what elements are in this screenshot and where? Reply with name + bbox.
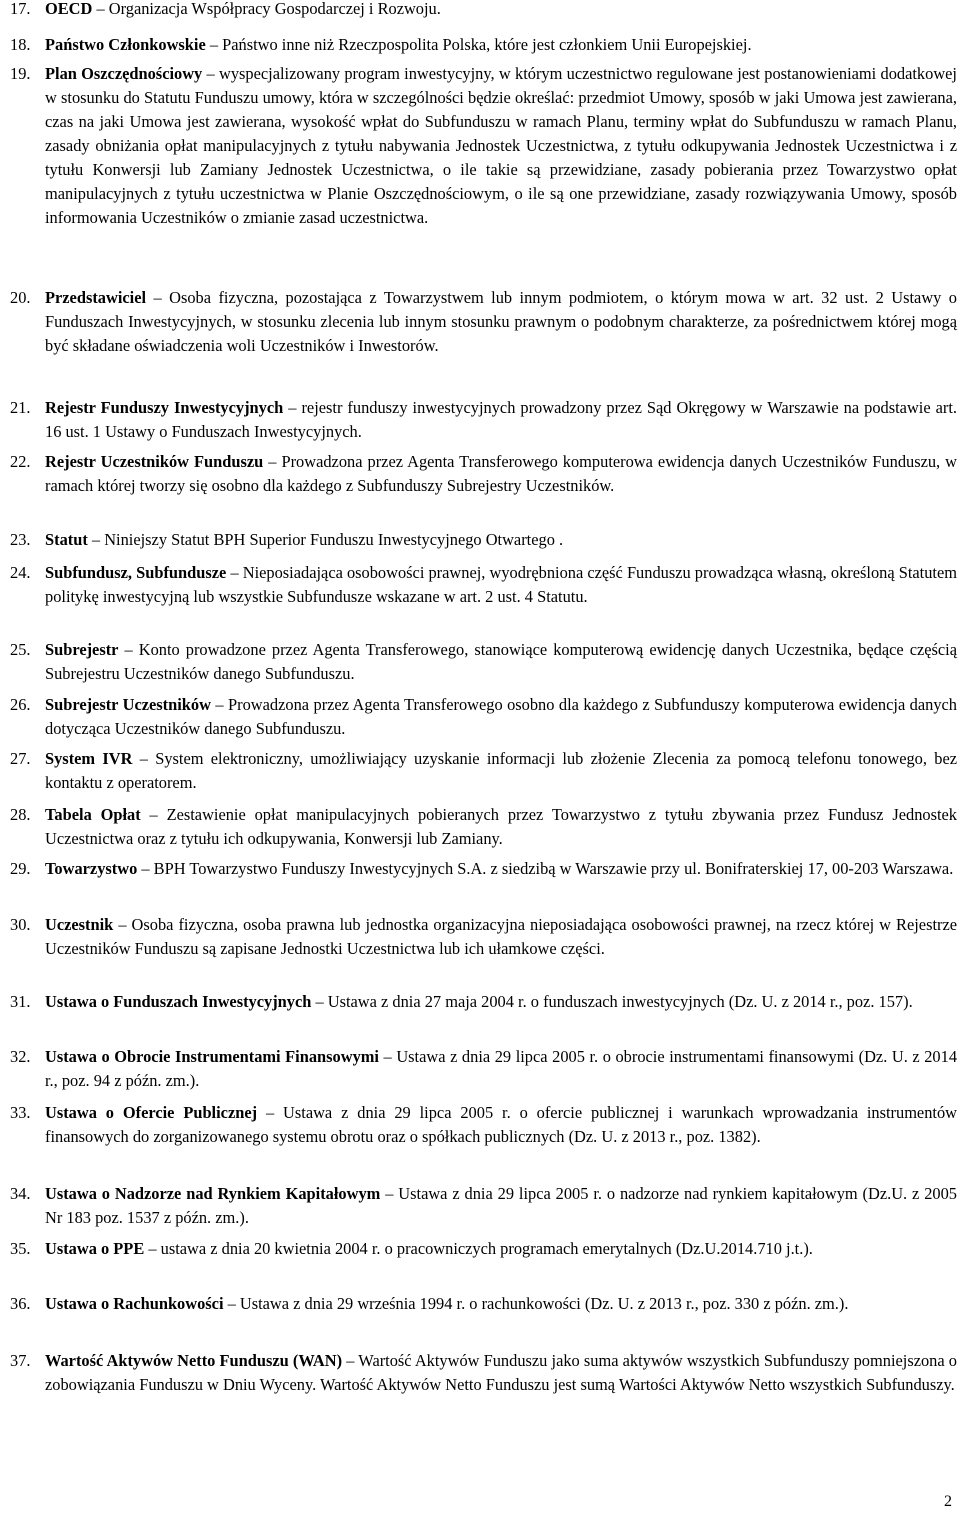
separator-dash: – bbox=[210, 695, 229, 714]
definition-body: Zestawienie opłat manipulacyjnych pobieranych przez Towarzystwo z tytułu zbywania przez Fundusz Jednostek Uczestnictwa oraz z tytułu ich odkupywania, Konwersji lub Zamiany. bbox=[45, 805, 957, 848]
defined-term: Tabela Opłat bbox=[45, 805, 141, 824]
defined-term: Subrejestr Uczestników bbox=[45, 695, 211, 714]
definition-text bbox=[45, 913, 957, 961]
item-number: 36. bbox=[10, 1294, 31, 1313]
definition-body: Ustawa z dnia 29 lipca 2005 r. o nadzorze nad rynkiem kapitałowym (Dz.U. z 2005 Nr 183 poz. 1537 z późn. zm.). bbox=[45, 1184, 957, 1227]
definition-body: Osoba fizyczna, pozostająca z Towarzystwem lub innym podmiotem, o którym mowa w art. 32 ust. 2 Ustawy o Funduszach Inwestycyjnych, w stosunku zlecenia lub innym stosunku prawnym o podobnym charakterze, za pośrednictwem której mogą być składane oświadczenia woli Uczestników i Inwestorów. bbox=[45, 288, 957, 355]
defined-term: Towarzystwo bbox=[45, 859, 138, 878]
definition-text bbox=[45, 528, 957, 552]
separator-dash: – bbox=[87, 530, 105, 549]
defined-term: Plan Oszczędnościowy bbox=[45, 64, 203, 83]
defined-term: Wartość Aktywów Netto Funduszu (WAN) bbox=[45, 1351, 343, 1370]
definition-text bbox=[45, 1292, 957, 1316]
item-number: 28. bbox=[10, 805, 31, 824]
separator-dash: – bbox=[92, 0, 109, 18]
definition-text bbox=[45, 396, 957, 444]
item-number: 23. bbox=[10, 530, 31, 549]
item-number: 26. bbox=[10, 695, 31, 714]
separator-dash: – bbox=[118, 640, 139, 659]
separator-dash: – bbox=[283, 398, 302, 417]
item-number: 18. bbox=[10, 35, 31, 54]
definition-body: Nieposiadająca osobowości prawnej, wyodrębniona część Funduszu prowadząca własną, określoną Statutem politykę inwestycyjną lub wszystkie Subfundusze wskazane w art. 2 ust. 4 Statutu. bbox=[45, 563, 957, 606]
defined-term: Ustawa o Obrocie Instrumentami Finansowymi bbox=[45, 1047, 379, 1066]
defined-term: Ustawa o Ofercie Publicznej bbox=[45, 1103, 258, 1122]
separator-dash: – bbox=[113, 915, 132, 934]
definition-text bbox=[45, 803, 957, 851]
definition-body: rejestr funduszy inwestycyjnych prowadzony przez Sąd Okręgowy w Warszawie na podstawie art. 16 ust. 1 Ustawy o Funduszach Inwestycyjnych. bbox=[45, 398, 957, 441]
separator-dash: – bbox=[223, 1294, 240, 1313]
item-number: 17. bbox=[10, 0, 31, 18]
definition-text bbox=[45, 857, 957, 881]
separator-dash: – bbox=[380, 1184, 399, 1203]
separator-dash: – bbox=[257, 1103, 284, 1122]
defined-term: System IVR bbox=[45, 749, 133, 768]
page-number: 2 bbox=[944, 1493, 952, 1510]
separator-dash: – bbox=[311, 992, 328, 1011]
definition-text bbox=[45, 450, 957, 498]
definition-text bbox=[45, 990, 957, 1014]
definition-body: Ustawa z dnia 29 lipca 2005 r. o obrocie instrumentami finansowymi (Dz. U. z 2014 r., poz. 94 z późn. zm.). bbox=[45, 1047, 958, 1090]
defined-term: Uczestnik bbox=[45, 915, 114, 934]
defined-term: Państwo Członkowskie bbox=[45, 35, 206, 54]
defined-term: Ustawa o Rachunkowości bbox=[45, 1294, 224, 1313]
item-number: 31. bbox=[10, 992, 31, 1011]
separator-dash: – bbox=[137, 859, 154, 878]
item-number: 24. bbox=[10, 563, 31, 582]
definition-body: Ustawa z dnia 29 września 1994 r. o rachunkowości (Dz. U. z 2013 r., poz. 330 z późn. zm.). bbox=[239, 1294, 849, 1313]
separator-dash: – bbox=[202, 64, 220, 83]
defined-term: Ustawa o Nadzorze nad Rynkiem Kapitałowym bbox=[45, 1184, 381, 1203]
definition-body: Prowadzona przez Agenta Transferowego osobno dla każdego z Subfunduszy komputerowa ewidencja danych dotycząca Uczestników danego Subfunduszu. bbox=[45, 695, 957, 738]
definition-text bbox=[45, 286, 957, 358]
defined-term: Ustawa o Funduszach Inwestycyjnych bbox=[45, 992, 312, 1011]
definition-text bbox=[45, 1349, 957, 1397]
definition-text bbox=[45, 561, 957, 609]
definition-body: wyspecjalizowany program inwestycyjny, w którym uczestnictwo regulowane jest postanowieniami dodatkowej w stosunku do Statutu Funduszu umowy, która w szczególności będzie określać: przedmiot Umowy, sposób w jaki Umowa jest zawierana, czas na jaki Umowa jest zawierana, wysokość wpłat do Subfunduszu w ramach Planu, terminy wpłat do Subfunduszu w ramach Planu, zasady obniżania opłat manipulacyjnych z tytułu nabywania Jednostek Uczestnictwa, z tytułu odkupywania Jednostek Uczestnictwa i z tytułu Konwersji lub Zamiany Jednostek Uczestnictwa, o ile takie są przewidziane, zasady pobierania przez Towarzystwo opłat manipulacyjnych z tytułu uczestnictwa w Planie Oszczędnościowym, o ile są one przewidziane, zasady rozwiązywania Umowy, sposób informowania Uczestników o zmianie zasad uczestnictwa. bbox=[45, 64, 957, 227]
definition-body: Państwo inne niż Rzeczpospolita Polska, które jest członkiem Unii Europejskiej. bbox=[222, 35, 752, 54]
separator-dash: – bbox=[205, 35, 223, 54]
definition-text bbox=[45, 1045, 957, 1093]
separator-dash: – bbox=[226, 563, 243, 582]
definition-body: Wartość Aktywów Funduszu jako suma aktywów wszystkich Subfunduszy pomniejszona o zobowiązania Funduszu w Dniu Wyceny. Wartość Aktywów Netto Funduszu jest sumą Wartości Aktywów Netto wszystkich Subfunduszy. bbox=[45, 1351, 957, 1394]
definition-body: ustawa z dnia 20 kwietnia 2004 r. o pracowniczych programach emerytalnych (Dz.U.2014.710 j.t.). bbox=[160, 1239, 813, 1258]
defined-term: OECD bbox=[45, 0, 93, 18]
definition-body: Konto prowadzone przez Agenta Transferowego, stanowiące komputerową ewidencję danych Uczestnika, będące częścią Subrejestru Uczestników danego Subfunduszu. bbox=[45, 640, 957, 683]
separator-dash: – bbox=[342, 1351, 359, 1370]
separator-dash: – bbox=[263, 452, 282, 471]
item-number: 32. bbox=[10, 1047, 31, 1066]
item-number: 35. bbox=[10, 1239, 31, 1258]
separator-dash: – bbox=[140, 805, 167, 824]
definition-body: Osoba fizyczna, osoba prawna lub jednostka organizacyjna nieposiadająca osobowości prawnej, na rzecz której w Rejestrze Uczestników Funduszu są zapisane Jednostki Uczestnictwa lub ich ułamkowe części. bbox=[45, 915, 958, 958]
definition-text bbox=[45, 638, 957, 686]
defined-term: Rejestr Uczestników Funduszu bbox=[45, 452, 264, 471]
definition-text bbox=[45, 1237, 957, 1261]
definition-body: Ustawa z dnia 29 lipca 2005 r. o ofercie publicznej i warunkach wprowadzania instrumentów finansowych do zorganizowanego systemu obrotu oraz o spółkach publicznych (Dz. U. z 2013 r., poz. 1382). bbox=[45, 1103, 957, 1146]
item-number: 34. bbox=[10, 1184, 31, 1203]
definition-body: Organizacja Współpracy Gospodarczej i Rozwoju. bbox=[108, 0, 441, 18]
definition-body: Prowadzona przez Agenta Transferowego komputerowa ewidencja danych Uczestników Funduszu, w ramach której tworzy się osobno dla każdego z Subfunduszy Subrejestry Uczestników. bbox=[45, 452, 958, 495]
item-number: 22. bbox=[10, 452, 31, 471]
item-number: 20. bbox=[10, 288, 31, 307]
definition-text bbox=[45, 0, 957, 21]
defined-term: Przedstawiciel bbox=[45, 288, 147, 307]
defined-term: Statut bbox=[45, 530, 88, 549]
definition-text bbox=[45, 33, 957, 57]
separator-dash: – bbox=[144, 1239, 161, 1258]
definition-text bbox=[45, 1101, 957, 1149]
definition-body: Niniejszy Statut BPH Superior Funduszu Inwestycyjnego Otwartego . bbox=[104, 530, 564, 549]
separator-dash: – bbox=[146, 288, 170, 307]
item-number: 21. bbox=[10, 398, 31, 417]
item-number: 27. bbox=[10, 749, 31, 768]
item-number: 25. bbox=[10, 640, 31, 659]
defined-term: Ustawa o PPE bbox=[45, 1239, 145, 1258]
item-number: 19. bbox=[10, 64, 31, 83]
item-number: 33. bbox=[10, 1103, 31, 1122]
defined-term: Subrejestr bbox=[45, 640, 119, 659]
definition-text bbox=[45, 693, 957, 741]
definition-body: Ustawa z dnia 27 maja 2004 r. o funduszach inwestycyjnych (Dz. U. z 2014 r., poz. 157). bbox=[327, 992, 913, 1011]
item-number: 30. bbox=[10, 915, 31, 934]
defined-term: Rejestr Funduszy Inwestycyjnych bbox=[45, 398, 284, 417]
definition-body: System elektroniczny, umożliwiający uzyskanie informacji lub złożenie Zlecenia za pomocą telefonu tonowego, bez kontaktu z operatorem. bbox=[45, 749, 958, 792]
separator-dash: – bbox=[132, 749, 156, 768]
item-number: 29. bbox=[10, 859, 31, 878]
item-number: 37. bbox=[10, 1351, 31, 1370]
definition-text bbox=[45, 1182, 957, 1230]
definition-body: BPH Towarzystwo Funduszy Inwestycyjnych S.A. z siedzibą w Warszawie przy ul. Bonifraterskiej 17, 00-203 Warszawa. bbox=[153, 859, 954, 878]
separator-dash: – bbox=[378, 1047, 397, 1066]
definition-text bbox=[45, 62, 957, 230]
defined-term: Subfundusz, Subfundusze bbox=[45, 563, 227, 582]
definition-text bbox=[45, 747, 957, 795]
